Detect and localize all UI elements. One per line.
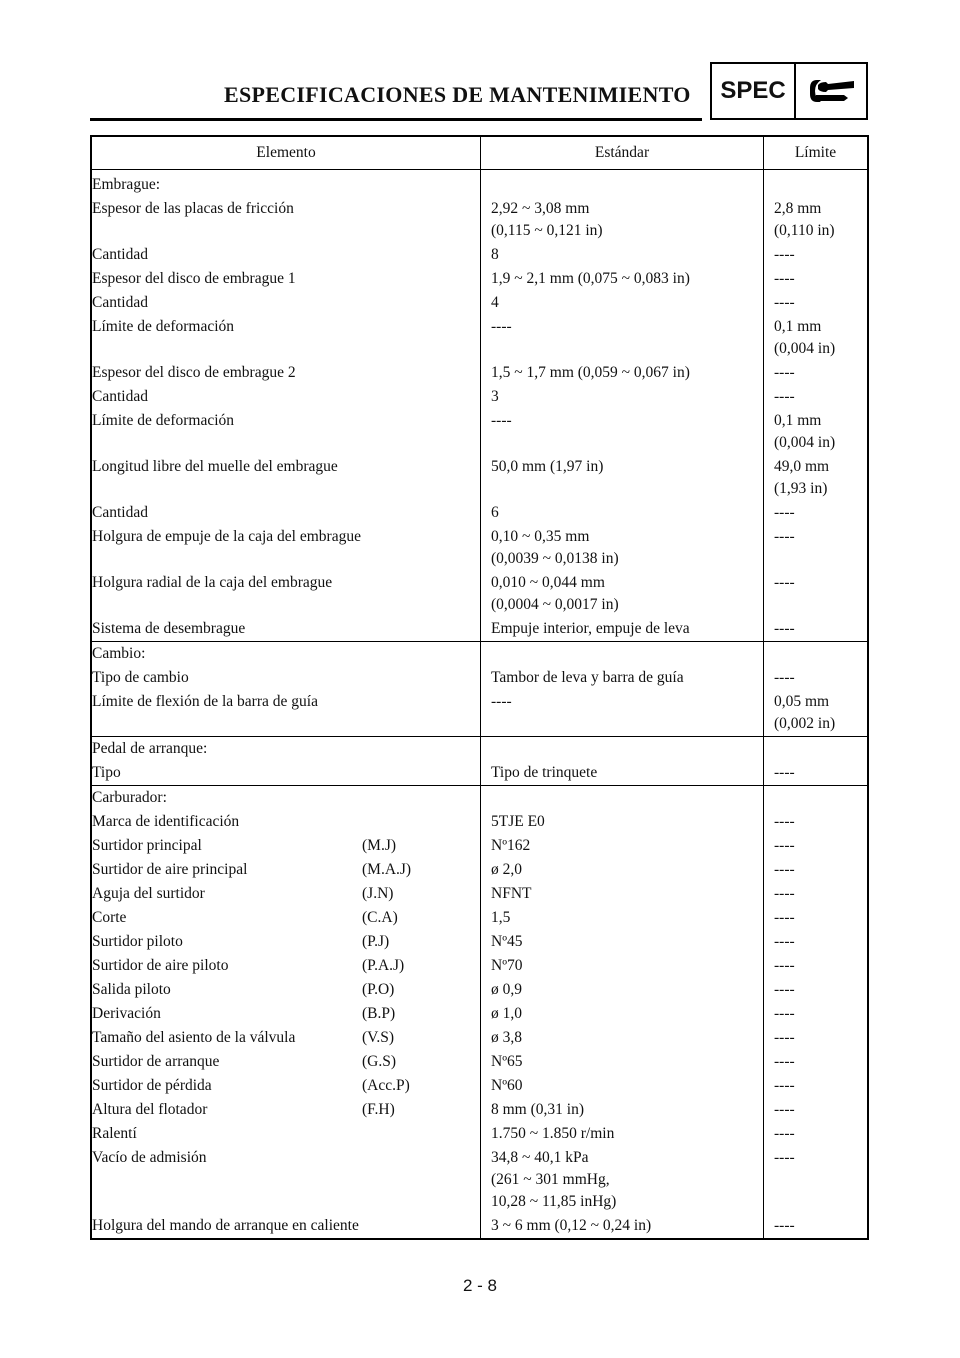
element-cell: [91, 1214, 481, 1239]
table-row: [91, 978, 868, 1002]
limit-cell: [764, 785, 869, 810]
section-row: [91, 736, 868, 761]
element-cell: [91, 501, 481, 525]
limit-value: ----: [774, 669, 795, 686]
element-abbreviation: (F.H): [362, 1101, 395, 1118]
element-name: Surtidor de aire principal: [92, 861, 248, 878]
table-row: [91, 243, 868, 267]
element-cell: [91, 810, 481, 834]
standard-value: Empuje interior, empuje de leva: [481, 617, 764, 642]
standard-value: 8 mm (0,31 in): [481, 1098, 764, 1122]
element-name: Marca de identificación: [92, 813, 240, 830]
element-name: Corte: [92, 909, 127, 926]
element-cell: [91, 409, 481, 455]
element-abbreviation: (Acc.P): [362, 1077, 410, 1094]
table-row: [91, 858, 868, 882]
element-cell: [91, 361, 481, 385]
table-row: [91, 501, 868, 525]
element-item: [92, 1099, 480, 1121]
element-name: Aguja del surtidor: [92, 885, 205, 902]
standard-cell: [481, 736, 764, 761]
table-row: [91, 291, 868, 315]
standard-value: ø 3,8: [481, 1026, 764, 1050]
element-name: Surtidor de pérdida: [92, 1077, 212, 1094]
element-name: Derivación: [92, 1005, 161, 1022]
column-header-estandar: Estándar: [481, 136, 764, 170]
element-name: Cantidad: [92, 294, 148, 311]
standard-value: 1,5: [481, 906, 764, 930]
element-item: [92, 835, 480, 857]
element-abbreviation: (G.S): [362, 1053, 397, 1070]
element-cell: [91, 291, 481, 315]
element-cell: [91, 906, 481, 930]
element-cell: [91, 666, 481, 690]
element-cell: [91, 385, 481, 409]
limit-value: ----: [774, 1125, 795, 1142]
element-name: Tipo de cambio: [92, 669, 189, 686]
element-abbreviation: (V.S): [362, 1029, 395, 1046]
element-name: Espesor del disco de embrague 1: [92, 270, 296, 287]
limit-value: ----: [774, 909, 795, 926]
element-item: [92, 979, 480, 1001]
standard-value: 8: [481, 243, 764, 267]
limit-value: ----: [774, 837, 795, 854]
element-item: [92, 883, 480, 905]
page-number: 2 - 8: [462, 1276, 498, 1295]
element-name: Límite de deformación: [92, 412, 235, 429]
standard-value: Nº60: [481, 1074, 764, 1098]
element-name: Surtidor principal: [92, 837, 202, 854]
standard-value: 1,9 ~ 2,1 mm (0,075 ~ 0,083 in): [481, 267, 764, 291]
limit-value: ----: [774, 364, 795, 381]
element-cell: [91, 761, 481, 786]
table-row: [91, 954, 868, 978]
element-abbreviation: (M.J): [362, 837, 397, 854]
limit-value: ----: [774, 1053, 795, 1070]
standard-value: 4: [481, 291, 764, 315]
element-name: Longitud libre del muelle del embrague: [92, 458, 338, 475]
specifications-table: [90, 135, 869, 1240]
header-rule: [90, 118, 702, 121]
table-row: [91, 882, 868, 906]
limit-value: 0,05 mm (0,002 in): [774, 693, 836, 732]
element-cell: [91, 1098, 481, 1122]
standard-value: 2,92 ~ 3,08 mm (0,115 ~ 0,121 in): [481, 197, 764, 243]
section-title: Pedal de arranque:: [91, 736, 481, 761]
element-cell: [91, 455, 481, 501]
element-item: [92, 1027, 480, 1049]
element-abbreviation: (C.A): [362, 909, 398, 926]
limit-value: ----: [774, 294, 795, 311]
element-abbreviation: (B.P): [362, 1005, 396, 1022]
table-row: [91, 525, 868, 571]
standard-value: Tambor de leva y barra de guía: [481, 666, 764, 690]
element-cell: [91, 978, 481, 1002]
table-row: [91, 617, 868, 642]
column-header-limite: Límite: [764, 136, 869, 170]
element-cell: [91, 834, 481, 858]
standard-value: Nº162: [481, 834, 764, 858]
table-row: [91, 361, 868, 385]
table-row: [91, 666, 868, 690]
limit-value: ----: [774, 574, 795, 591]
table-row: [91, 1002, 868, 1026]
element-item: [92, 1051, 480, 1073]
element-cell: [91, 858, 481, 882]
limit-value: ----: [774, 528, 795, 545]
standard-value: 3 ~ 6 mm (0,12 ~ 0,24 in): [481, 1214, 764, 1239]
element-name: Vacío de admisión: [92, 1149, 207, 1166]
element-abbreviation: (M.A.J): [362, 861, 412, 878]
standard-value: Nº65: [481, 1050, 764, 1074]
element-cell: [91, 617, 481, 642]
standard-value: 1.750 ~ 1.850 r/min: [481, 1122, 764, 1146]
element-name: Tipo: [92, 764, 121, 781]
element-name: Cantidad: [92, 504, 148, 521]
element-name: Holgura de empuje de la caja del embrague: [92, 528, 361, 545]
standard-value: 5TJE E0: [481, 810, 764, 834]
element-abbreviation: (J.N): [362, 885, 394, 902]
standard-value: ----: [481, 315, 764, 361]
standard-value: Tipo de trinquete: [481, 761, 764, 786]
element-name: Salida piloto: [92, 981, 171, 998]
limit-value: 49,0 mm (1,93 in): [774, 458, 830, 497]
spec-badge: [710, 62, 868, 120]
element-cell: [91, 571, 481, 617]
element-item: [92, 931, 480, 953]
table-body: [91, 170, 868, 1239]
element-cell: [91, 197, 481, 243]
limit-value: ----: [774, 388, 795, 405]
table-row: [91, 834, 868, 858]
element-name: Surtidor piloto: [92, 933, 183, 950]
limit-value: ----: [774, 861, 795, 878]
standard-value: ----: [481, 690, 764, 737]
element-cell: [91, 1050, 481, 1074]
limit-cell: [764, 736, 869, 761]
limit-cell: [764, 170, 869, 197]
element-cell: [91, 1146, 481, 1214]
limit-value: ----: [774, 1217, 795, 1234]
table-row: [91, 1122, 868, 1146]
limit-value: 2,8 mm (0,110 in): [774, 200, 835, 239]
limit-value: ----: [774, 1149, 795, 1166]
element-name: Tamaño del asiento de la válvula: [92, 1029, 296, 1046]
element-item: [92, 859, 480, 881]
standard-value: 0,10 ~ 0,35 mm (0,0039 ~ 0,0138 in): [481, 525, 764, 571]
standard-value: 34,8 ~ 40,1 kPa (261 ~ 301 mmHg, 10,28 ~ 11,85 inHg): [481, 1146, 764, 1214]
limit-value: ----: [774, 620, 795, 637]
element-name: Surtidor de arranque: [92, 1053, 220, 1070]
element-item: [92, 955, 480, 977]
table-row: [91, 409, 868, 455]
table-row: [91, 1074, 868, 1098]
limit-value: ----: [774, 504, 795, 521]
element-item: [92, 907, 480, 929]
standard-value: 1,5 ~ 1,7 mm (0,059 ~ 0,067 in): [481, 361, 764, 385]
element-abbreviation: (P.O): [362, 981, 395, 998]
element-name: Límite de deformación: [92, 318, 235, 335]
element-name: Espesor de las placas de fricción: [92, 200, 294, 217]
table-row: [91, 1098, 868, 1122]
element-cell: [91, 267, 481, 291]
standard-value: ø 0,9: [481, 978, 764, 1002]
limit-value: ----: [774, 885, 795, 902]
limit-value: ----: [774, 933, 795, 950]
limit-value: ----: [774, 1077, 795, 1094]
table-row: [91, 267, 868, 291]
standard-value: Nº70: [481, 954, 764, 978]
standard-value: NFNT: [481, 882, 764, 906]
element-cell: [91, 315, 481, 361]
table-row: [91, 690, 868, 737]
table-row: [91, 930, 868, 954]
table-row: [91, 906, 868, 930]
section-title: Embrague:: [91, 170, 481, 197]
element-item: [92, 1075, 480, 1097]
limit-value: ----: [774, 813, 795, 830]
section-row: [91, 785, 868, 810]
wrench-icon: [796, 64, 866, 118]
page-title: ESPECIFICACIONES DE MANTENIMIENTO: [224, 82, 691, 107]
standard-value: 6: [481, 501, 764, 525]
standard-value: ø 2,0: [481, 858, 764, 882]
standard-value: 0,010 ~ 0,044 mm (0,0004 ~ 0,0017 in): [481, 571, 764, 617]
limit-value: ----: [774, 246, 795, 263]
limit-cell: [764, 641, 869, 666]
element-name: Cantidad: [92, 246, 148, 263]
column-header-elemento: Elemento: [91, 136, 481, 170]
element-name: Altura del flotador: [92, 1101, 208, 1118]
limit-value: ----: [774, 1101, 795, 1118]
standard-value: 3: [481, 385, 764, 409]
limit-value: ----: [774, 1005, 795, 1022]
limit-value: ----: [774, 270, 795, 287]
limit-value: 0,1 mm (0,004 in): [774, 412, 836, 451]
standard-value: Nº45: [481, 930, 764, 954]
spec-badge-label: SPEC: [712, 64, 796, 118]
element-name: Cantidad: [92, 388, 148, 405]
standard-cell: [481, 170, 764, 197]
standard-cell: [481, 641, 764, 666]
table-row: [91, 761, 868, 786]
section-title: Cambio:: [91, 641, 481, 666]
limit-value: 0,1 mm (0,004 in): [774, 318, 836, 357]
table-row: [91, 1026, 868, 1050]
table-row: [91, 571, 868, 617]
element-name: Sistema de desembrague: [92, 620, 246, 637]
element-cell: [91, 1074, 481, 1098]
limit-value: ----: [774, 957, 795, 974]
table-row: [91, 455, 868, 501]
element-abbreviation: (P.A.J): [362, 957, 405, 974]
element-name: Holgura radial de la caja del embrague: [92, 574, 333, 591]
element-cell: [91, 243, 481, 267]
standard-value: ø 1,0: [481, 1002, 764, 1026]
table-row: [91, 1050, 868, 1074]
table-row: [91, 1214, 868, 1239]
table-row: [91, 315, 868, 361]
table-row: [91, 385, 868, 409]
limit-value: ----: [774, 764, 795, 781]
element-cell: [91, 1026, 481, 1050]
element-cell: [91, 882, 481, 906]
element-item: [92, 1003, 480, 1025]
standard-cell: [481, 785, 764, 810]
element-cell: [91, 1002, 481, 1026]
element-name: Ralentí: [92, 1125, 137, 1142]
element-cell: [91, 954, 481, 978]
element-name: Surtidor de aire piloto: [92, 957, 229, 974]
standard-value: 50,0 mm (1,97 in): [481, 455, 764, 501]
element-cell: [91, 525, 481, 571]
element-name: Holgura del mando de arranque en caliente: [92, 1217, 359, 1234]
section-row: [91, 641, 868, 666]
element-cell: [91, 1122, 481, 1146]
table-header-row: [91, 136, 868, 170]
table-row: [91, 810, 868, 834]
limit-value: ----: [774, 981, 795, 998]
element-cell: [91, 690, 481, 737]
element-cell: [91, 930, 481, 954]
standard-value: ----: [481, 409, 764, 455]
section-row: [91, 170, 868, 197]
section-title: Carburador:: [91, 785, 481, 810]
table-row: [91, 1146, 868, 1214]
table-row: [91, 197, 868, 243]
element-abbreviation: (P.J): [362, 933, 390, 950]
limit-value: ----: [774, 1029, 795, 1046]
element-name: Espesor del disco de embrague 2: [92, 364, 296, 381]
element-name: Límite de flexión de la barra de guía: [92, 693, 318, 710]
